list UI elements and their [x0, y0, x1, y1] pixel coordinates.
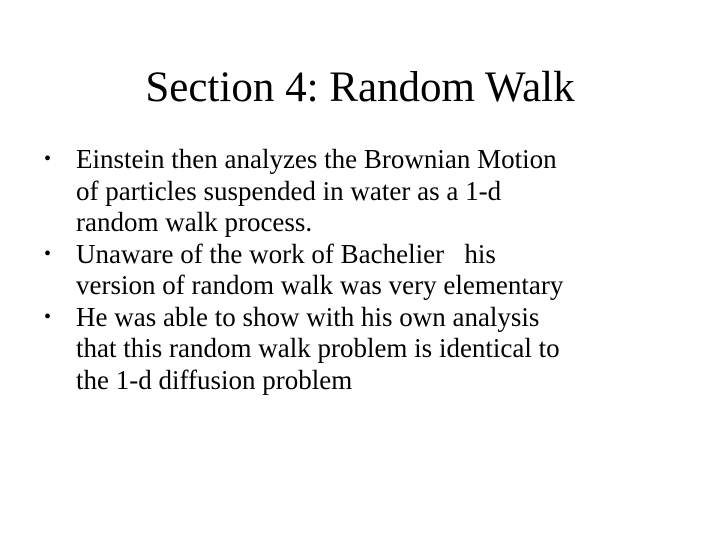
slide-title: Section 4: Random Walk	[145, 64, 575, 111]
bullet-icon: •	[44, 305, 52, 328]
bullet-text-line: Einstein then analyzes the Brownian Motion	[76, 144, 557, 174]
bullet-text-line: that this random walk problem is identical to	[76, 333, 560, 363]
bullet-item	[44, 302, 684, 397]
bullet-list	[44, 144, 684, 396]
bullet-text-line: version of random walk was very elementary	[76, 270, 564, 300]
bullet-text-line: of particles suspended in water as a 1-d	[76, 175, 502, 206]
bullet-item	[44, 144, 684, 239]
bullet-icon: •	[44, 148, 52, 170]
bullet-text-line: random walk process.	[76, 207, 313, 237]
bullet-text-line: Unaware of the work of Bachelier his	[76, 238, 496, 269]
bullet-text-line: He was able to show with his own analysis	[76, 301, 540, 332]
bullet-icon: •	[44, 242, 52, 265]
bullet-text-line: the 1-d diffusion problem	[76, 364, 353, 395]
bullet-item	[44, 239, 684, 302]
